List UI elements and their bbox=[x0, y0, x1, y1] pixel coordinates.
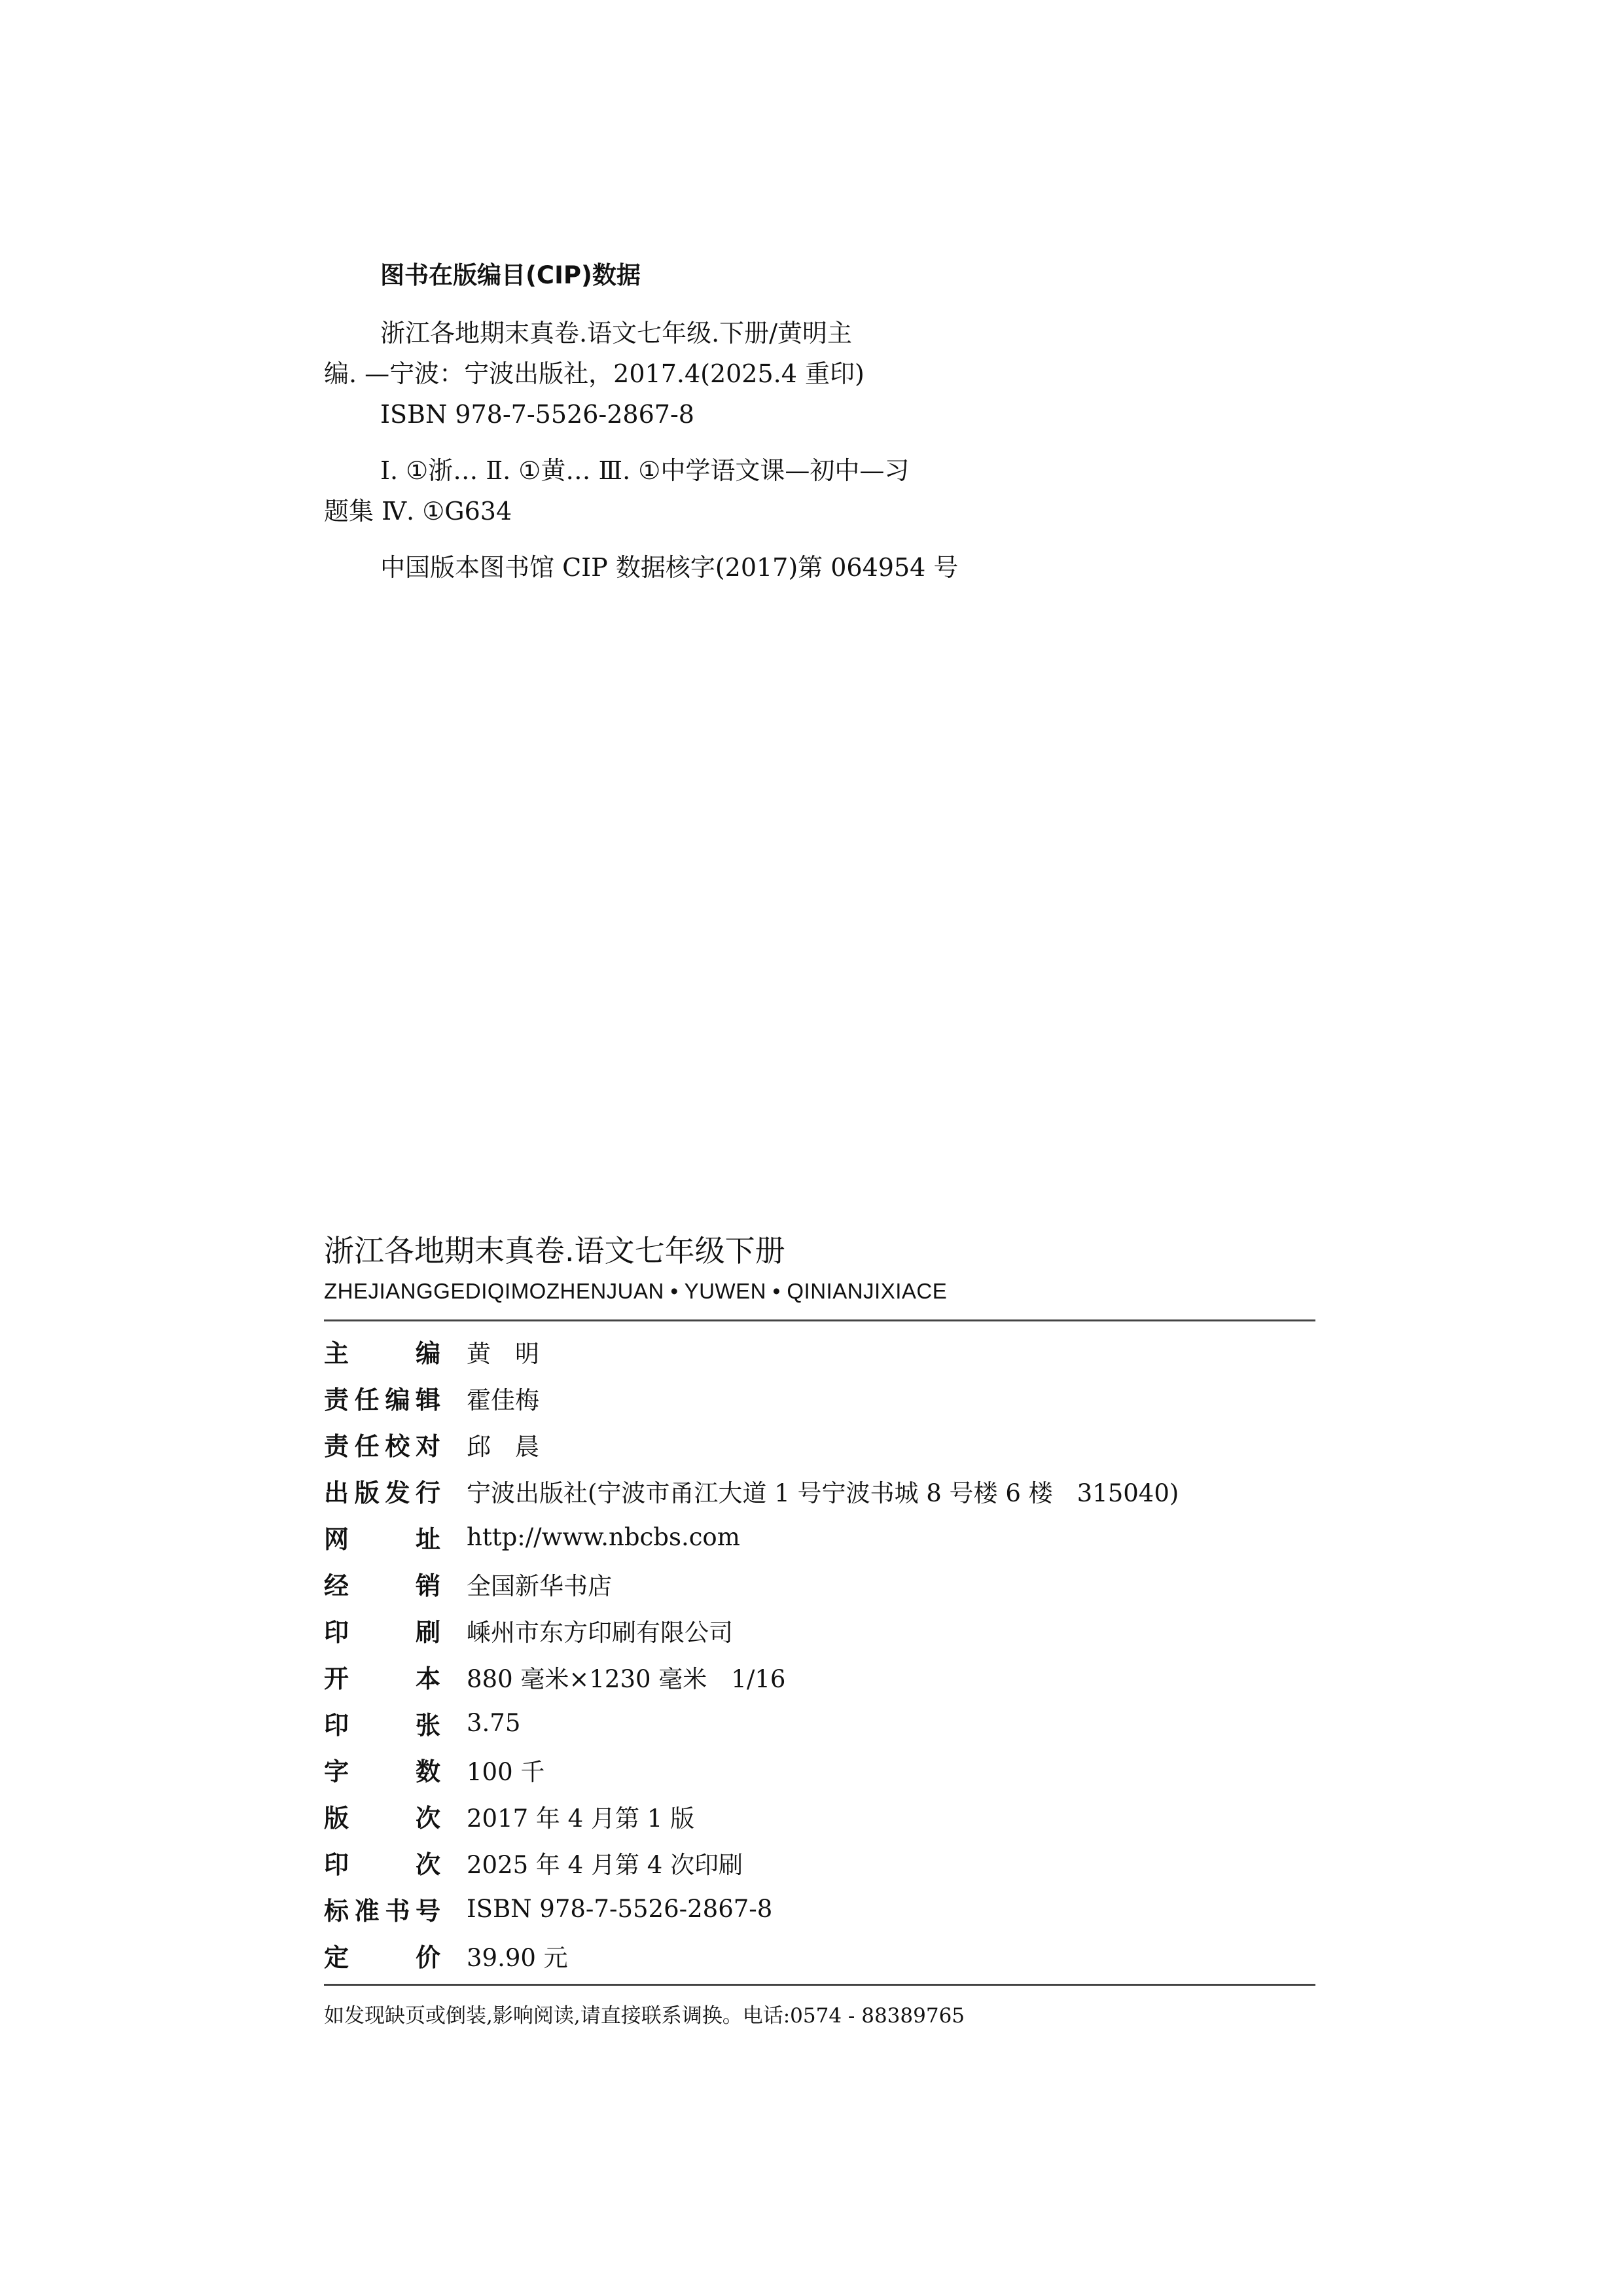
info-label: 责 任 校 对 bbox=[324, 1432, 440, 1461]
info-row-responsible-editor bbox=[324, 1374, 1315, 1421]
cip-block bbox=[324, 255, 1345, 588]
cip-line-2: 编. —宁波：宁波出版社，2017.4(2025.4 重印) bbox=[324, 359, 865, 388]
info-label: 版 次 bbox=[324, 1804, 440, 1833]
info-row-isbn bbox=[324, 1886, 1315, 1932]
info-row-word-count bbox=[324, 1746, 1315, 1793]
info-row-distributor bbox=[324, 1560, 1315, 1607]
info-value: ISBN 978-7-5526-2867-8 bbox=[467, 1895, 773, 1923]
info-row-printer bbox=[324, 1607, 1315, 1653]
info-row-edition bbox=[324, 1793, 1315, 1839]
info-value: 3.75 bbox=[467, 1709, 521, 1737]
book-title-pinyin: ZHEJIANGGEDIQIMOZHENJUAN • YUWEN • QINIANJIXIACE bbox=[324, 1279, 948, 1303]
cip-classification-line-2: 题集 Ⅳ. ①G634 bbox=[324, 497, 512, 526]
info-value: 嵊州市东方印刷有限公司 bbox=[467, 1618, 733, 1647]
info-value: 黄 明 bbox=[467, 1339, 539, 1368]
info-label: 经 销 bbox=[324, 1571, 440, 1600]
cip-title: 图书在版编目(CIP)数据 bbox=[380, 261, 641, 289]
info-value: 880 毫米×1230 毫米 1/16 bbox=[467, 1664, 786, 1693]
info-label: 出 版 发 行 bbox=[324, 1479, 440, 1507]
cip-line-1: 浙江各地期末真卷.语文七年级.下册/黄明主 bbox=[380, 319, 852, 348]
colophon-block bbox=[324, 1230, 1315, 2032]
info-label: 开 本 bbox=[324, 1664, 440, 1693]
info-label: 字 数 bbox=[324, 1757, 440, 1786]
bottom-divider bbox=[324, 1984, 1315, 1986]
info-row-editor bbox=[324, 1328, 1315, 1374]
info-label: 印 刷 bbox=[324, 1618, 440, 1647]
defect-notice: 如发现缺页或倒装,影响阅读,请直接联系调换。电话:0574 - 88389765 bbox=[324, 2004, 965, 2028]
info-value: 霍佳梅 bbox=[467, 1386, 539, 1414]
info-value: 39.90 元 bbox=[467, 1943, 568, 1972]
website-link: http://www.nbcbs.com bbox=[467, 1523, 740, 1551]
info-value: 全国新华书店 bbox=[467, 1571, 612, 1600]
info-label: 定 价 bbox=[324, 1943, 440, 1972]
info-row-website bbox=[324, 1514, 1315, 1560]
info-label: 网 址 bbox=[324, 1525, 440, 1554]
info-label: 印 张 bbox=[324, 1711, 440, 1740]
info-value: 邱 晨 bbox=[467, 1432, 539, 1461]
info-value: 宁波出版社(宁波市甬江大道 1 号宁波书城 8 号楼 6 楼 315040) bbox=[467, 1479, 1179, 1507]
info-row-price bbox=[324, 1932, 1315, 1979]
info-value: 2017 年 4 月第 1 版 bbox=[467, 1804, 695, 1833]
book-title: 浙江各地期末真卷.语文七年级下册 bbox=[324, 1233, 785, 1268]
cip-number: 中国版本图书馆 CIP 数据核字(2017)第 064954 号 bbox=[380, 553, 959, 582]
info-row-publisher bbox=[324, 1467, 1315, 1514]
info-row-sheets bbox=[324, 1700, 1315, 1746]
info-label: 印 次 bbox=[324, 1850, 440, 1879]
info-label: 主 编 bbox=[324, 1339, 440, 1368]
info-label: 责 任 编 辑 bbox=[324, 1386, 440, 1414]
cip-isbn: ISBN 978-7-5526-2867-8 bbox=[380, 400, 694, 429]
top-divider bbox=[324, 1319, 1315, 1321]
info-value: 2025 年 4 月第 4 次印刷 bbox=[467, 1850, 743, 1879]
publishing-info-table bbox=[324, 1328, 1315, 1979]
cip-classification-line-1: Ⅰ. ①浙… Ⅱ. ①黄… Ⅲ. ①中学语文课—初中—习 bbox=[380, 456, 910, 485]
info-row-proofreader bbox=[324, 1421, 1315, 1467]
info-label: 标 准 书 号 bbox=[324, 1897, 440, 1926]
info-row-printing bbox=[324, 1839, 1315, 1886]
info-row-format bbox=[324, 1653, 1315, 1700]
info-value: 100 千 bbox=[467, 1757, 545, 1786]
